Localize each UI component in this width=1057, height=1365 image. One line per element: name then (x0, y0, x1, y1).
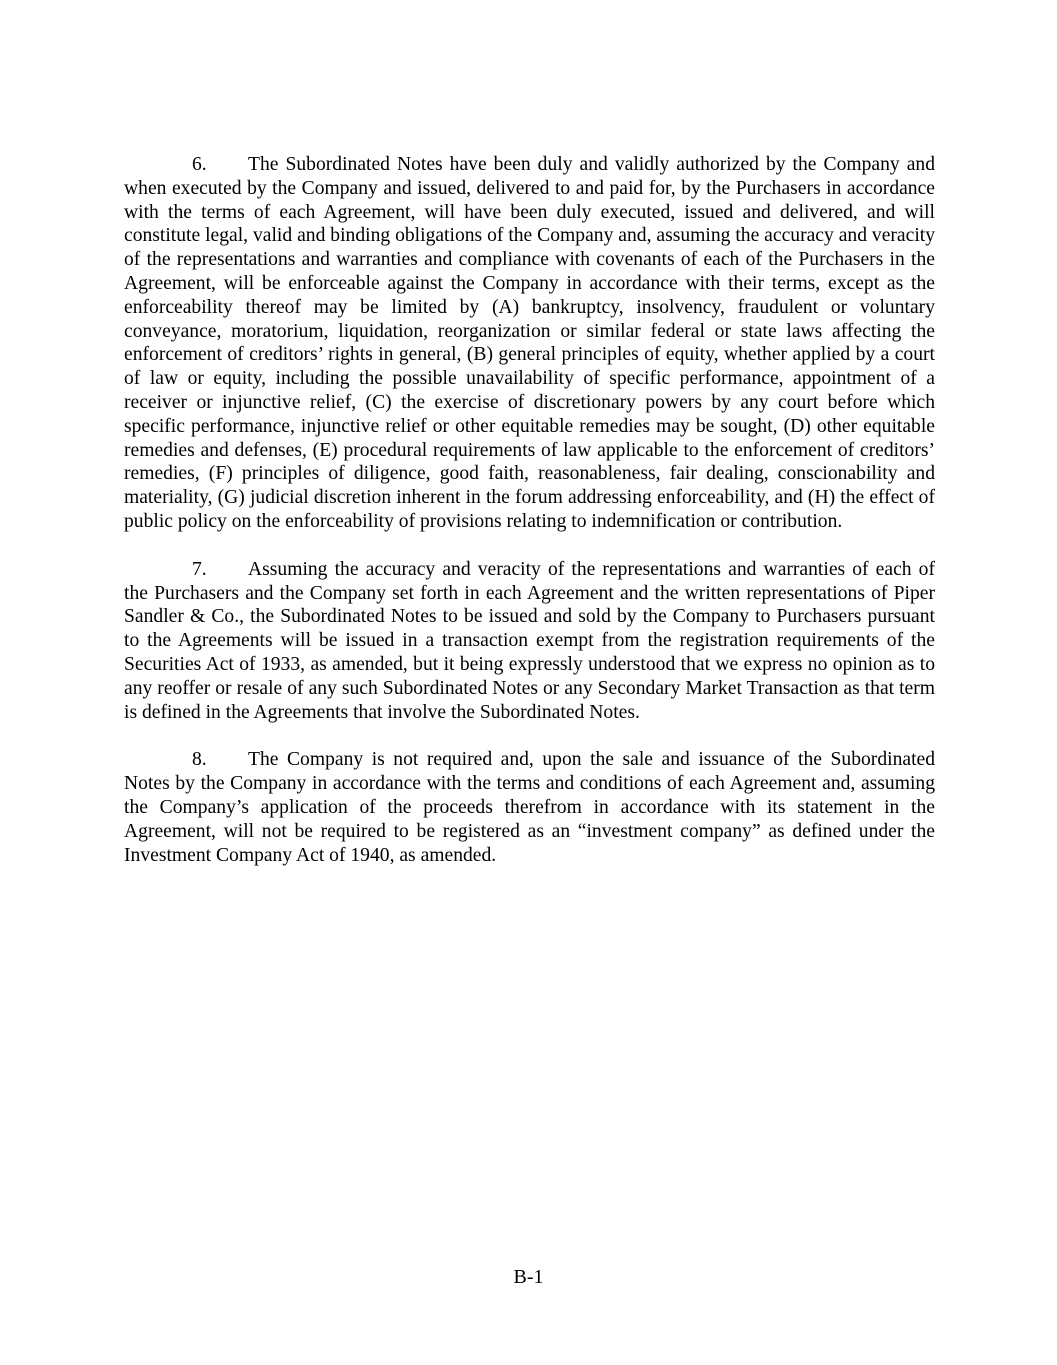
paragraph-6 (124, 153, 935, 534)
paragraph-8 (124, 748, 935, 867)
paragraph-text: Assuming the accuracy and veracity of the representations and warranties of each of the Purchasers and the Company set forth in each Agreement and the written representations of Piper Sandler & Co., the Subordinated Notes to be issued and sold by the Company to Purchasers pursuant to the Agreements will be issued in a transaction exempt from the registration requirements of the Securities Act of 1933, as amended, but it being expressly understood that we express no opinion as to any reoffer or resale of any such Subordinated Notes or any Secondary Market Transaction as that term is defined in the Agreements that involve the Subordinated Notes. (124, 558, 935, 723)
paragraph-number: 8. (192, 749, 207, 771)
paragraph-text: The Company is not required and, upon the sale and issuance of the Subordinated Notes by the Company in accordance with the terms and conditions of each Agreement and, assuming the Company’s application of the proceeds therefrom in accordance with its statement in the Agreement, will not be required to be registered as an “investment company” as defined under the Investment Company Act of 1940, as amended. (124, 749, 935, 866)
paragraph-number: 7. (192, 558, 207, 580)
document-body (124, 153, 935, 891)
paragraph-text: The Subordinated Notes have been duly and validly authorized by the Company and when executed by the Company and issued, delivered to and paid for, by the Purchasers in accordance with the terms of each Agreement, will have been duly executed, issued and delivered, and will constitute legal, valid and binding obligations of the Company and, assuming the accuracy and veracity of the representations and warranties and compliance with covenants of each of the Purchasers in the Agreement, will be enforceable against the Company in accordance with their terms, except as the enforceability thereof may be limited by (A) bankruptcy, insolvency, fraudulent or voluntary conveyance, moratorium, liquidation, reorganization or similar federal or state laws affecting the enforcement of creditors’ rights in general, (B) general principles of equity, whether applied by a court of law or equity, including the possible unavailability of specific performance, appointment of a receiver or injunctive relief, (C) the exercise of discretionary powers by any court before which specific performance, injunctive relief or other equitable remedies may be sought, (D) other equitable remedies and defenses, (E) procedural requirements of law applicable to the enforcement of creditors’ remedies, (F) principles of diligence, good faith, reasonableness, fair dealing, conscionability and materiality, (G) judicial discretion inherent in the forum addressing enforceability, and (H) the effect of public policy on the enforceability of provisions relating to indemnification or contribution. (124, 154, 935, 532)
page-number: B-1 (513, 1266, 544, 1288)
paragraph-7 (124, 558, 935, 725)
paragraph-number: 6. (192, 154, 207, 175)
